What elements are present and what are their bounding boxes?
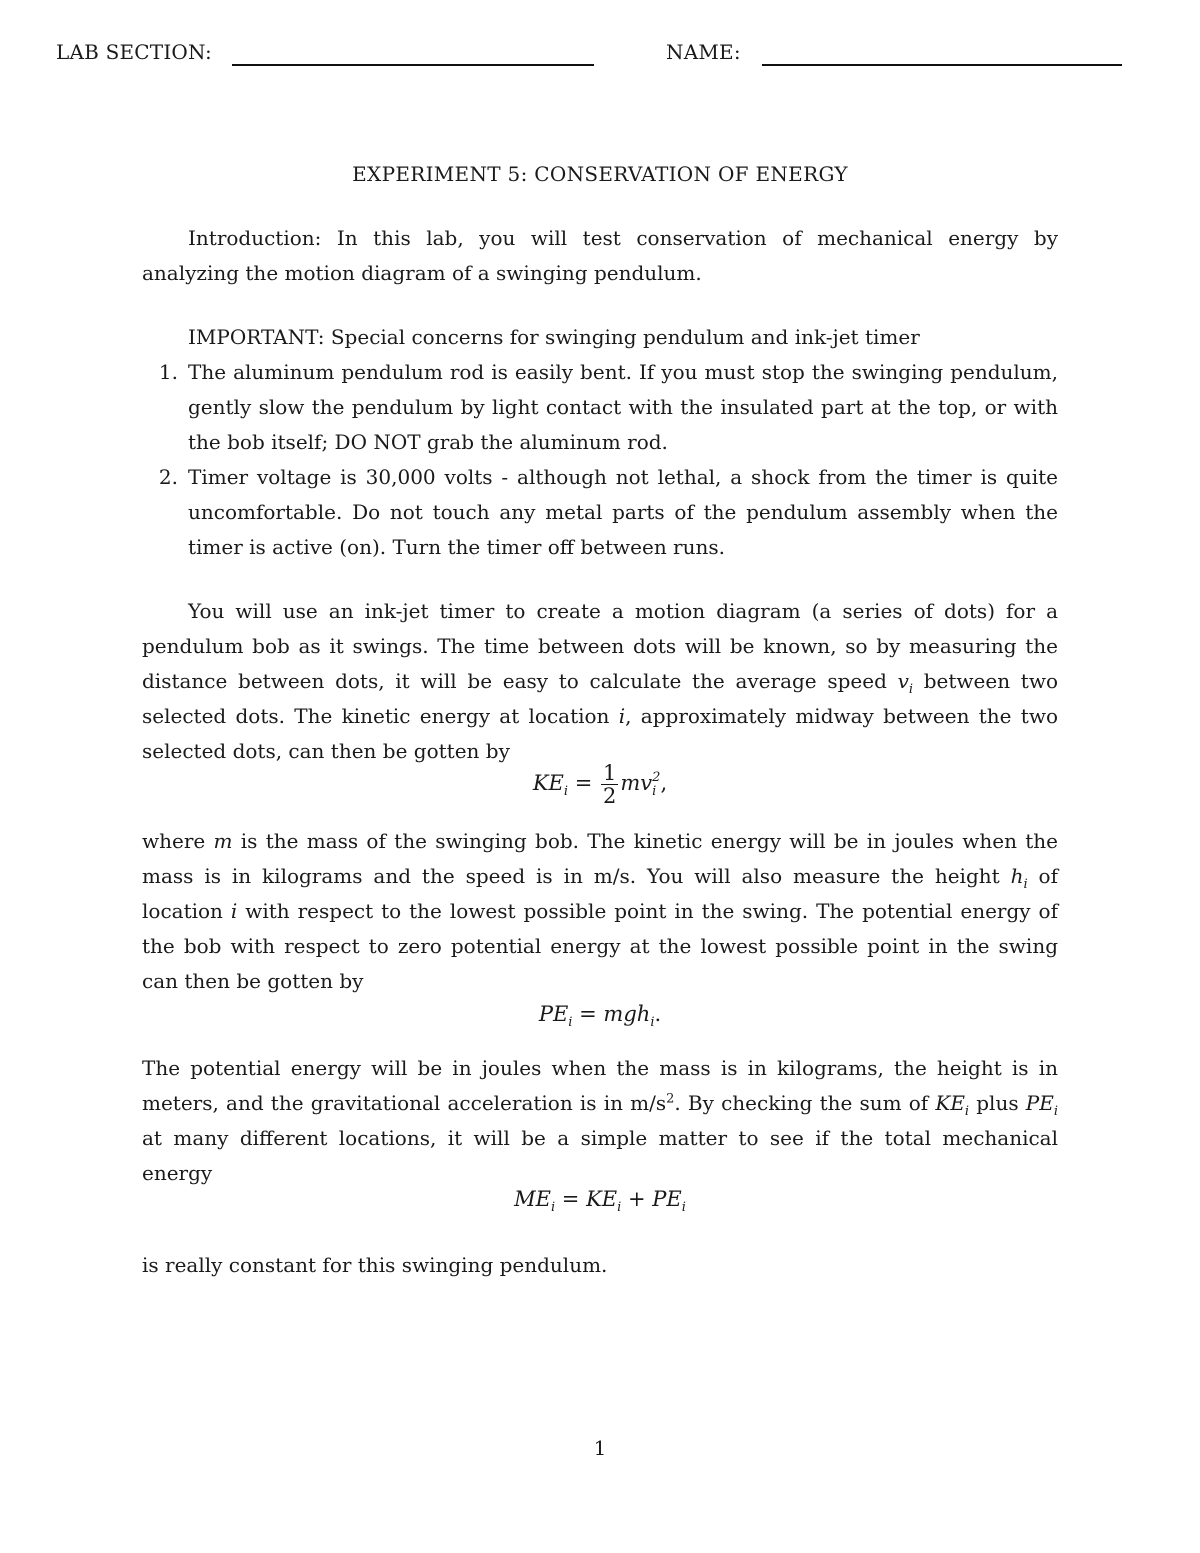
pe-symbol: $PE_i$: [1025, 1091, 1058, 1119]
name-blank: [762, 64, 1122, 66]
p1-text-a: You will use an ink-jet timer to create a motion diagram (a series of dots) for a pendulum bob as it swings. The time between dots will be known, so by measuring the distance between dots, it will be easy to calculate the average speed: [142, 599, 1058, 693]
lab-section-blank: [232, 64, 594, 66]
location-symbol: i: [618, 704, 626, 728]
important-heading: IMPORTANT: Special concerns for swinging pendulum and ink-jet timer: [188, 325, 920, 349]
body-paragraph-1: [142, 594, 1058, 769]
p3-text-d: at many different locations, it will be a simple matter to see if the total mechanical energy: [142, 1126, 1058, 1185]
p2-text-b: is the mass of the swinging bob. The kinetic energy will be in joules when the mass is in kilograms and the speed is in m/s. You will also measure the height: [142, 829, 1058, 888]
p3-text-c: plus: [969, 1091, 1026, 1115]
kinetic-energy-equation: $KE_i$ = $\frac{1}{2}$ mv 2 i ,: [532, 761, 668, 808]
p2-text-a: where: [142, 829, 214, 853]
p3-text-b: . By checking the sum of: [674, 1091, 936, 1115]
list-item-2: Timer voltage is 30,000 volts - although not lethal, a shock from the timer is quite uncomfortable. Do not touch any metal parts of the pendulum assembly when the timer is active (on). Turn the timer off between runs.: [188, 465, 1058, 559]
location-symbol-2: i: [230, 899, 238, 923]
mass-symbol: m: [213, 829, 233, 853]
body-paragraph-3: The potential energy will be in joules when the mass is in kilograms, the height is in meters, and the gravitational acceleration is in $m/s^2$. By checking the sum of $KE_i$ plus $PE_i$ at many different locations, it will be a simple matter to see if the total mechanical energy: [142, 1056, 1058, 1185]
lab-section-label: LAB SECTION:: [56, 40, 212, 64]
list-item-1: The aluminum pendulum rod is easily bent. If you must stop the swinging pendulum, gently slow the pendulum by light contact with the insulated part at the top, or with the bob itself; DO NOT grab the aluminum rod.: [188, 360, 1058, 454]
page-title: EXPERIMENT 5: CONSERVATION OF ENERGY: [352, 162, 848, 186]
potential-energy-equation: $PE_i = mgh_i$.: [538, 1002, 662, 1031]
p2-text-c: of location: [142, 864, 1058, 923]
ke-symbol: $KE_i$: [935, 1091, 970, 1119]
mechanical-energy-equation: $ME_i = KE_i + PE_i$: [514, 1187, 686, 1216]
name-label: NAME:: [666, 40, 741, 64]
body-paragraph-2: [142, 824, 1058, 999]
p3-text-a: The potential energy will be in joules when the mass is in kilograms, the height is in meters, and the gravitational acceleration is in m/s: [142, 1056, 1058, 1115]
speed-symbol: $v_i$: [897, 669, 914, 697]
list-number-2: 2.: [158, 465, 178, 489]
list-number-1: 1.: [158, 360, 178, 384]
p2-text-d: with respect to the lowest possible point in the swing. The potential energy of the bob with respect to zero potential energy at the lowest possible point in the swing can then be gotten by: [142, 899, 1058, 993]
p1-text-b: between two selected dots. The kinetic energy at location: [142, 669, 1058, 728]
introduction-paragraph: Introduction: In this lab, you will test conservation of mechanical energy by analyzing the motion diagram of a swinging pendulum.: [142, 226, 1058, 285]
height-symbol: $h_i$: [1010, 864, 1028, 892]
page-number: 1: [593, 1436, 607, 1460]
p1-text-c: , approximately midway between the two selected dots, can then be gotten by: [142, 704, 1058, 763]
body-paragraph-4: is really constant for this swinging pendulum.: [142, 1253, 608, 1277]
